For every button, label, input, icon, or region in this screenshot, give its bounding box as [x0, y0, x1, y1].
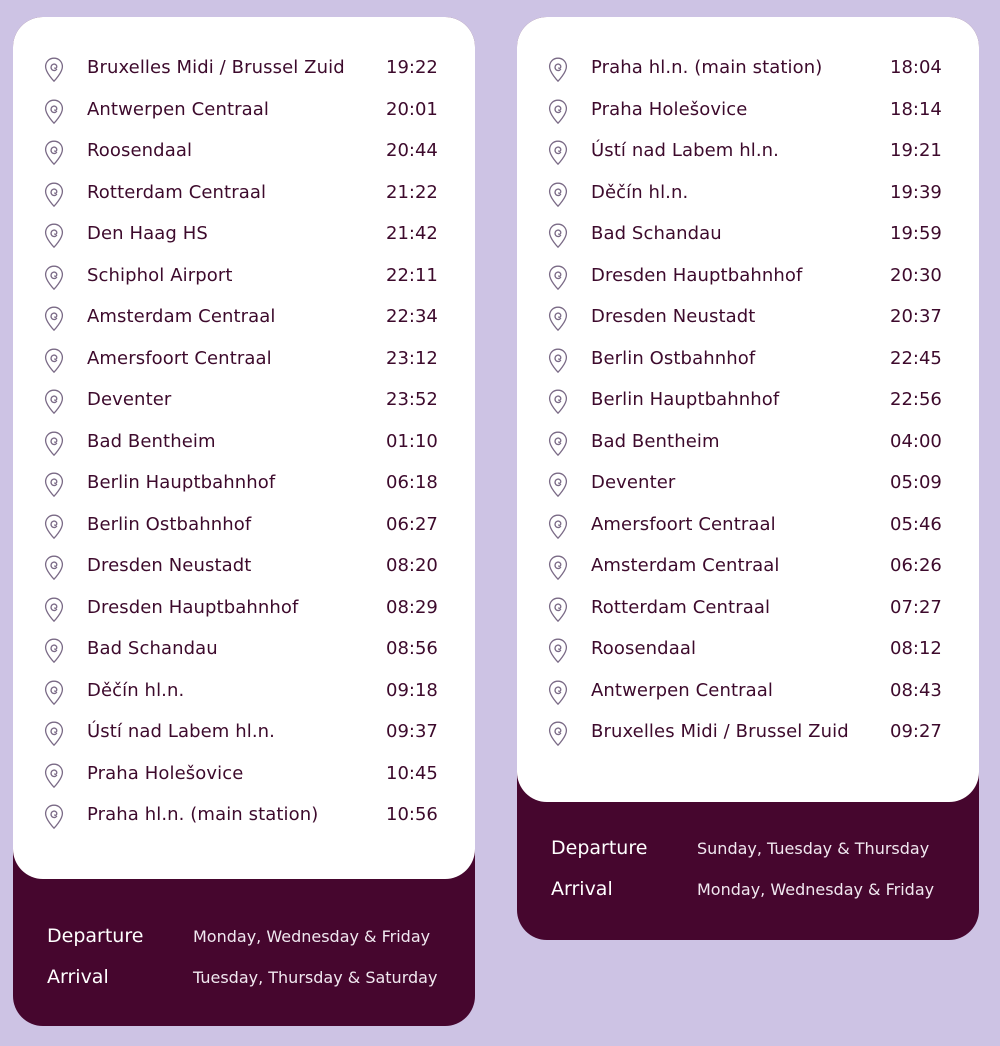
stop-name: Ústí nad Labem hl.n. — [591, 140, 779, 161]
departure-days: Monday, Wednesday & Friday — [193, 927, 431, 946]
location-pin-icon — [548, 638, 568, 664]
location-pin-icon — [548, 472, 568, 498]
stop-time: 10:45 — [386, 762, 438, 784]
location-pin-icon — [44, 763, 64, 789]
stop-row — [517, 133, 979, 175]
location-pin-icon — [44, 223, 64, 249]
stop-time: 22:11 — [386, 264, 438, 286]
stop-name: Berlin Ostbahnhof — [87, 513, 252, 535]
stop-name: Praha Holešovice — [87, 762, 244, 784]
location-pin-icon — [44, 265, 64, 291]
stop-row — [517, 175, 979, 217]
stop-row — [13, 590, 475, 632]
stop-name: Děčín hl.n. — [87, 679, 185, 701]
location-pin-icon — [44, 57, 64, 83]
location-pin-icon — [44, 555, 64, 581]
stop-time: 23:12 — [386, 347, 438, 369]
stop-row — [13, 507, 475, 549]
timetable-card-return — [517, 17, 979, 940]
location-pin-icon — [44, 472, 64, 498]
stop-row — [517, 382, 979, 424]
stop-row — [517, 216, 979, 258]
location-pin-icon — [44, 680, 64, 706]
stop-row — [13, 797, 475, 839]
stop-time: 18:14 — [890, 98, 942, 120]
location-pin-icon — [44, 597, 64, 623]
stop-time: 06:27 — [386, 513, 438, 535]
stop-time: 08:12 — [890, 638, 942, 659]
stop-row — [13, 341, 475, 383]
stop-name: Praha hl.n. (main station) — [87, 804, 319, 825]
location-pin-icon — [44, 431, 64, 457]
stop-name: Den Haag HS — [87, 223, 208, 244]
stop-name: Berlin Hauptbahnhof — [87, 472, 276, 493]
stop-name: Bad Bentheim — [87, 430, 216, 452]
stop-time: 08:20 — [386, 555, 438, 576]
schedule-info — [13, 879, 475, 1005]
location-pin-icon — [548, 306, 568, 332]
stop-row — [13, 175, 475, 217]
stop-list — [13, 17, 475, 879]
stop-name: Schiphol Airport — [87, 264, 233, 286]
stop-time: 19:22 — [386, 57, 438, 78]
stop-row — [517, 50, 979, 92]
location-pin-icon — [548, 389, 568, 415]
stop-name: Antwerpen Centraal — [591, 679, 773, 701]
stop-name: Praha Holešovice — [591, 98, 748, 120]
stop-row — [517, 341, 979, 383]
stop-row — [517, 548, 979, 590]
arrival-row — [551, 876, 979, 917]
stop-name: Děčín hl.n. — [591, 181, 689, 203]
stop-row — [13, 258, 475, 300]
stop-name: Amsterdam Centraal — [87, 306, 276, 327]
stop-time: 09:37 — [386, 721, 438, 742]
stop-row — [13, 673, 475, 715]
stop-row — [517, 673, 979, 715]
stop-row — [517, 92, 979, 134]
location-pin-icon — [548, 555, 568, 581]
stop-row — [13, 631, 475, 673]
stop-name: Bad Schandau — [87, 638, 218, 659]
stop-name: Bruxelles Midi / Brussel Zuid — [591, 721, 849, 742]
stop-row — [13, 216, 475, 258]
stop-name: Berlin Hauptbahnhof — [591, 389, 780, 410]
stop-row — [13, 465, 475, 507]
stop-time: 01:10 — [386, 430, 438, 452]
stop-name: Bad Schandau — [591, 223, 722, 244]
stop-row — [517, 299, 979, 341]
arrival-label: Arrival — [551, 878, 613, 900]
stop-row — [517, 507, 979, 549]
stop-row — [13, 424, 475, 466]
stop-row — [13, 92, 475, 134]
arrival-row — [47, 964, 475, 1005]
stop-name: Dresden Neustadt — [591, 306, 756, 327]
stop-row — [13, 548, 475, 590]
location-pin-icon — [548, 721, 568, 747]
timetable-card-outbound — [13, 17, 475, 1026]
location-pin-icon — [548, 431, 568, 457]
departure-row — [551, 835, 979, 876]
stop-name: Ústí nad Labem hl.n. — [87, 721, 275, 742]
stop-name: Dresden Hauptbahnhof — [87, 596, 299, 618]
stop-time: 09:18 — [386, 679, 438, 701]
location-pin-icon — [548, 99, 568, 125]
location-pin-icon — [44, 348, 64, 374]
location-pin-icon — [44, 389, 64, 415]
location-pin-icon — [44, 721, 64, 747]
stop-name: Dresden Hauptbahnhof — [591, 264, 803, 286]
stop-row — [13, 133, 475, 175]
departure-row — [47, 923, 475, 964]
stop-time: 06:18 — [386, 472, 438, 493]
stop-time: 08:29 — [386, 596, 438, 618]
location-pin-icon — [44, 306, 64, 332]
stop-time: 07:27 — [890, 596, 942, 618]
stop-name: Roosendaal — [591, 638, 697, 659]
stop-row — [517, 465, 979, 507]
stop-row — [13, 299, 475, 341]
location-pin-icon — [548, 597, 568, 623]
stop-name: Bad Bentheim — [591, 430, 720, 452]
departure-label: Departure — [47, 925, 144, 947]
stop-name: Antwerpen Centraal — [87, 98, 269, 120]
stop-name: Amersfoort Centraal — [87, 347, 272, 369]
arrival-label: Arrival — [47, 966, 109, 988]
stop-list — [517, 17, 979, 802]
stop-time: 20:30 — [890, 264, 942, 286]
stop-name: Amersfoort Centraal — [591, 513, 776, 535]
stop-row — [517, 424, 979, 466]
location-pin-icon — [548, 348, 568, 374]
location-pin-icon — [548, 57, 568, 83]
stop-name: Dresden Neustadt — [87, 555, 252, 576]
departure-label: Departure — [551, 837, 648, 859]
arrival-days: Monday, Wednesday & Friday — [697, 880, 935, 899]
stop-row — [13, 756, 475, 798]
stop-time: 04:00 — [890, 430, 942, 452]
stop-row — [517, 714, 979, 756]
arrival-days: Tuesday, Thursday & Saturday — [193, 968, 438, 987]
location-pin-icon — [548, 223, 568, 249]
stop-row — [13, 50, 475, 92]
stop-time: 06:26 — [890, 555, 942, 576]
stop-name: Rotterdam Centraal — [87, 181, 267, 203]
location-pin-icon — [548, 514, 568, 540]
stop-name: Bruxelles Midi / Brussel Zuid — [87, 57, 345, 78]
location-pin-icon — [548, 680, 568, 706]
location-pin-icon — [548, 182, 568, 208]
location-pin-icon — [44, 140, 64, 166]
stop-time: 21:42 — [386, 223, 438, 244]
location-pin-icon — [548, 140, 568, 166]
stop-name: Roosendaal — [87, 140, 193, 161]
stop-time: 05:09 — [890, 472, 942, 493]
stop-time: 20:37 — [890, 306, 942, 327]
location-pin-icon — [44, 182, 64, 208]
stop-time: 18:04 — [890, 57, 942, 78]
stop-time: 22:45 — [890, 347, 942, 369]
location-pin-icon — [44, 638, 64, 664]
location-pin-icon — [44, 804, 64, 830]
stop-time: 10:56 — [386, 804, 438, 825]
stop-time: 22:56 — [890, 389, 942, 410]
stop-time: 08:43 — [890, 679, 942, 701]
stop-row — [13, 714, 475, 756]
stop-time: 22:34 — [386, 306, 438, 327]
schedule-info — [517, 802, 979, 917]
stop-time: 09:27 — [890, 721, 942, 742]
stop-row — [13, 382, 475, 424]
stop-time: 23:52 — [386, 389, 438, 410]
stop-time: 20:44 — [386, 140, 438, 161]
stop-row — [517, 258, 979, 300]
stop-name: Deventer — [591, 472, 676, 493]
stop-time: 19:21 — [890, 140, 942, 161]
location-pin-icon — [44, 99, 64, 125]
stop-time: 19:39 — [890, 181, 942, 203]
location-pin-icon — [44, 514, 64, 540]
departure-days: Sunday, Tuesday & Thursday — [697, 839, 930, 858]
stop-name: Deventer — [87, 389, 172, 410]
stop-name: Amsterdam Centraal — [591, 555, 780, 576]
location-pin-icon — [548, 265, 568, 291]
stop-time: 19:59 — [890, 223, 942, 244]
stop-name: Berlin Ostbahnhof — [591, 347, 756, 369]
stop-row — [517, 590, 979, 632]
stop-row — [517, 631, 979, 673]
stop-time: 08:56 — [386, 638, 438, 659]
stop-time: 21:22 — [386, 181, 438, 203]
stop-name: Praha hl.n. (main station) — [591, 57, 823, 78]
stop-name: Rotterdam Centraal — [591, 596, 771, 618]
stop-time: 20:01 — [386, 98, 438, 120]
stop-time: 05:46 — [890, 513, 942, 535]
